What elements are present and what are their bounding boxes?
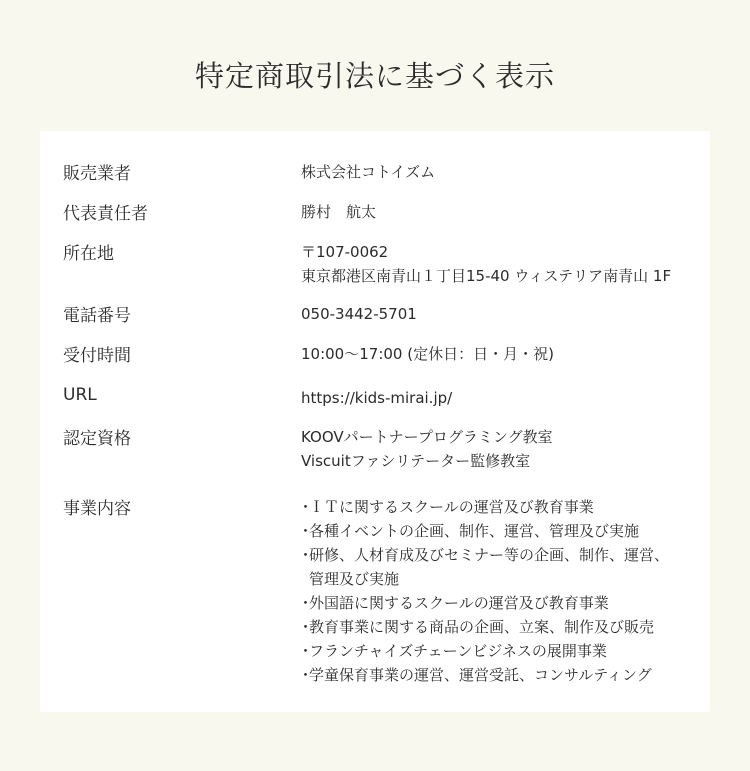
- list-item: [298, 591, 669, 615]
- list-item: [298, 663, 669, 687]
- list-item-text: 外国語に関するスクールの運営及び教育事業: [309, 594, 609, 612]
- bullet-mark: ・: [298, 522, 314, 540]
- list-item-text: 学童保育事業の運営、運営受託、コンサルティング: [309, 666, 652, 684]
- row-value: [301, 240, 671, 288]
- seller-name: 株式会社コトイズム: [301, 163, 436, 181]
- page-title: 特定商取引法に基づく表示: [194, 59, 555, 93]
- bullet-mark: ・: [298, 594, 314, 612]
- representative-name: 勝村 航太: [301, 203, 377, 221]
- business-hours: 10:00〜17:00 (定休日：日・月・祝): [301, 345, 554, 363]
- bullet-mark: ・: [298, 498, 314, 516]
- list-item-text-continued: 管理及び実施: [309, 570, 400, 588]
- row-label: 電話番号: [63, 306, 131, 326]
- list-item-text: 教育事業に関する商品の企画、立案、制作及び販売: [309, 618, 655, 636]
- list-item: [298, 495, 669, 519]
- list-item: [298, 615, 669, 639]
- list-item: [298, 543, 669, 591]
- row-value: [301, 425, 553, 473]
- row-label: 認定資格: [63, 429, 131, 449]
- business-list: [298, 495, 669, 687]
- row-value: [301, 302, 417, 326]
- postal-code: 〒107-0062: [301, 243, 389, 261]
- row-label: 販売業者: [63, 164, 131, 184]
- row-value: [301, 200, 376, 224]
- list-item-text: ＩＴに関するスクールの運営及び教育事業: [309, 498, 594, 516]
- list-item: [298, 639, 669, 663]
- bullet-mark: ・: [298, 618, 314, 636]
- row-value: [301, 386, 452, 410]
- info-table: [40, 131, 710, 712]
- list-item: [298, 519, 669, 543]
- list-item-text: 各種イベントの企画、制作、運営、管理及び実施: [309, 522, 640, 540]
- row-value: [301, 342, 554, 366]
- row-value: [301, 160, 435, 184]
- row-label: 受付時間: [63, 346, 131, 366]
- row-label: 代表責任者: [63, 204, 148, 224]
- list-item-text: 研修、人材育成及びセミナー等の企画、制作、運営、: [309, 546, 670, 564]
- street-address: 東京都港区南青山１丁目15-40 ウィステリア南青山 1F: [301, 267, 672, 285]
- row-label: URL: [63, 385, 97, 405]
- certification-item: Viscuitファシリテーター監修教室: [301, 452, 531, 470]
- bullet-mark: ・: [298, 642, 314, 660]
- list-item-text: フランチャイズチェーンビジネスの展開事業: [309, 642, 607, 660]
- bullet-mark: ・: [298, 666, 314, 684]
- row-label: 所在地: [63, 244, 114, 264]
- bullet-mark: ・: [298, 546, 314, 564]
- website-link[interactable]: https://kids-mirai.jp/: [301, 389, 453, 407]
- phone-number[interactable]: 050-3442-5701: [301, 305, 417, 323]
- row-label: 事業内容: [63, 499, 131, 519]
- certification-item: KOOVパートナープログラミング教室: [301, 428, 553, 446]
